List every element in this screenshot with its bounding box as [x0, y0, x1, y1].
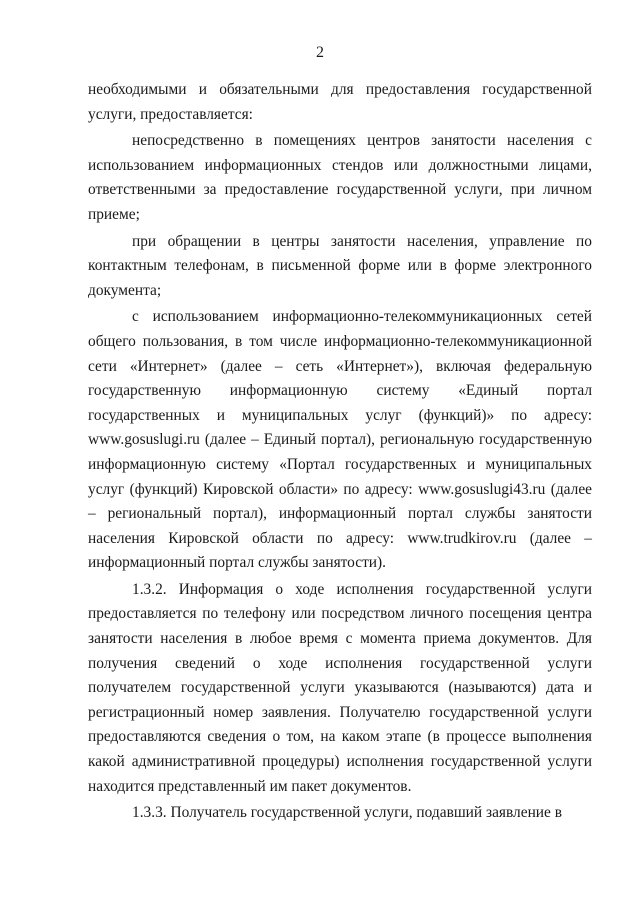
document-body [88, 78, 592, 828]
paragraph-1-3-3: 1.3.3. Получатель государственной услуги, подавший заявление в [132, 804, 562, 822]
paragraph-internet-portals: с использованием информационно-телекоммуникационных сетей общего пользования, в том числе информационно-телекоммуникационной сети «Интернет» (далее – сеть «Интернет»), включая федеральную государственную информационную систему «Единый портал государственных и муниципальных услуг (функций)» по адресу: www.gosuslugi.ru (далее – Единый портал), региональную государственную информационную систему «Портал государственных и муниципальных услуг (функций) Кировской области» по адресу: www.gosuslugi43.ru (далее – региональный портал), информационный портал службы занятости населения Кировской области по адресу: www.trudkirov.ru (далее – информационный портал службы занятости). [88, 308, 592, 572]
page-number: 2 [316, 44, 324, 61]
paragraph-continuation: необходимыми и обязательными для предоставления государственной услуги, предоставляется: [88, 81, 592, 123]
paragraph-1-3-2: 1.3.2. Информация о ходе исполнения государственной услуги предоставляется по телефону или посредством личного посещения центра занятости населения в любое время с момента приема документов. Для получения сведений о ходе исполнения государственной услуги получателем государственной услуги указываются (называются) дата и регистрационный номер заявления. Получателю государственной услуги предоставляются сведения о том, на каком этапе (в процессе выполнения какой административной процедуры) исполнения государственной услуги находится представленный им пакет документов. [88, 580, 592, 795]
paragraph-info-stands: непосредственно в помещениях центров занятости населения с использованием информационных стендов или должностными лицами, ответственными за предоставление государственной услуги, при личном приеме; [88, 132, 592, 223]
paragraph-contact-phones: при обращении в центры занятости населения, управление по контактным телефонам, в письменной форме или в форме электронного документа; [88, 232, 592, 299]
